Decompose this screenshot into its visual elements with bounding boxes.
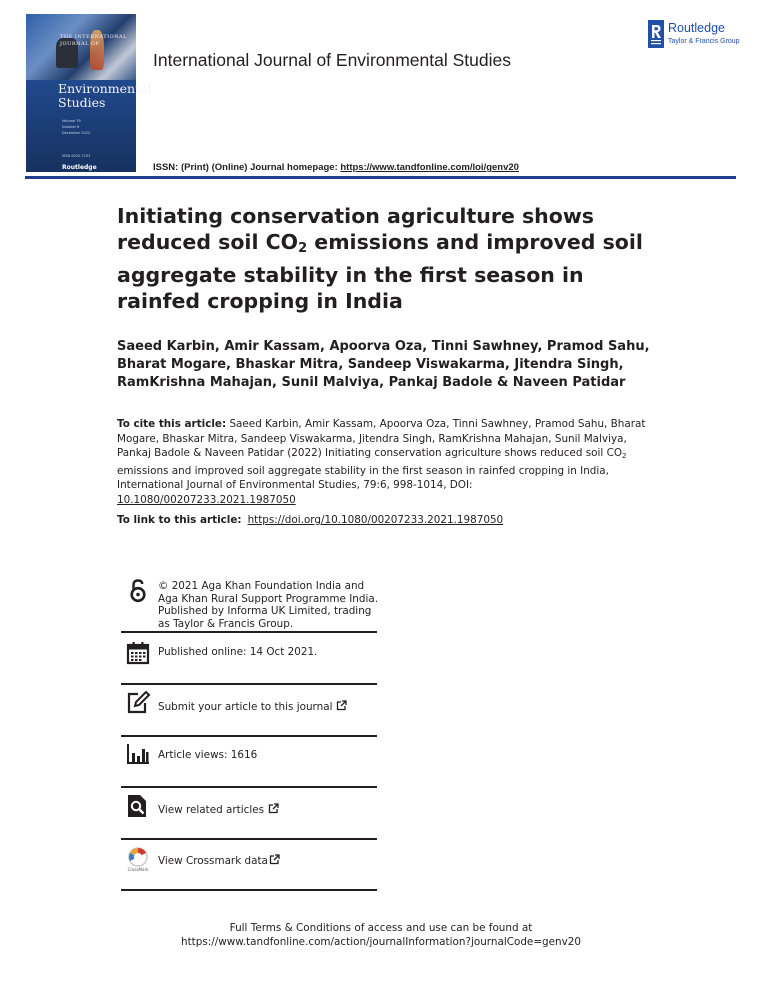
published-date-text: Published online: 14 Oct 2021.: [158, 646, 318, 658]
cover-issue: Number 6: [62, 125, 80, 129]
search-document-icon: [125, 793, 151, 819]
cover-date: December 2022: [62, 131, 91, 135]
crossmark-icon: [125, 846, 151, 872]
views-divider: [121, 786, 377, 788]
issn-prefix: ISSN: (Print) (Online) Journal homepage:: [153, 162, 341, 173]
journal-title[interactable]: International Journal of Environmental Studies: [153, 50, 511, 70]
terms-footer-line1: Full Terms & Conditions of access and use can be found at: [229, 922, 533, 934]
open-access-icon: [125, 578, 151, 604]
related-articles-label: View related articles: [158, 804, 265, 816]
citation-block: [117, 417, 647, 507]
article-link-line: [117, 514, 503, 526]
article-title: [117, 203, 657, 314]
crossmark-divider: [121, 889, 377, 891]
cover-big-title: Environmental Studies: [58, 81, 152, 110]
publisher-tagline: Taylor & Francis Group: [668, 38, 740, 45]
license-text: © 2021 Aga Khan Foundation India and Aga Khan Rural Support Programme India. Published by Informa UK Limited, trading as Taylor & Francis Group.: [158, 580, 379, 630]
external-link-icon: [269, 854, 280, 869]
citation-text-part2: emissions and improved soil aggregate stability in the first season in rainfed cropping in India, International Journal of Environmental Studies, 79:6, 998-1014, DOI:: [117, 464, 609, 491]
submit-divider: [121, 735, 377, 737]
article-title-subscript: 2: [298, 241, 308, 256]
related-articles-link[interactable]: [158, 803, 383, 818]
citation-label: To cite this article:: [117, 418, 227, 430]
publisher-logo[interactable]: [648, 20, 748, 50]
issn-homepage-line: [153, 162, 519, 173]
citation-doi-link[interactable]: 10.1080/00207233.2021.1987050: [117, 493, 296, 506]
article-views-text: Article views: 1616: [158, 749, 258, 761]
publisher-name: Routledge: [668, 21, 725, 35]
calendar-icon: [125, 640, 151, 666]
article-doi-link[interactable]: https://doi.org/10.1080/00207233.2021.1987050: [247, 514, 504, 526]
journal-cover-image: [26, 14, 152, 172]
external-link-icon: [268, 803, 279, 818]
terms-footer-link[interactable]: https://www.tandfonline.com/action/journalInformation?journalCode=genv20: [181, 936, 581, 948]
crossmark-label: View Crossmark data: [158, 855, 268, 867]
bar-chart-icon: [125, 741, 151, 767]
submit-article-link[interactable]: [158, 700, 383, 715]
journal-homepage-link[interactable]: https://www.tandfonline.com/loi/genv20: [340, 162, 519, 173]
cover-issn: ISSN 0020-7233: [62, 154, 91, 158]
published-divider: [121, 683, 377, 685]
license-divider: [121, 631, 377, 633]
author-list: Saeed Karbin, Amir Kassam, Apoorva Oza, Tinni Sawhney, Pramod Sahu, Bharat Mogare, Bhaskar Mitra, Sandeep Viswakarma, Jitendra Singh, RamKrishna Mahajan, Sunil Malviya, Pankaj Badole & Naveen Patidar: [117, 339, 650, 390]
article-title-part2: emissions and improved soil aggregate stability in the first season in rainfed cropping in India: [117, 230, 643, 313]
citation-text-part1: Saeed Karbin, Amir Kassam, Apoorva Oza, Tinni Sawhney, Pramod Sahu, Bharat Mogare, Bhaskar Mitra, Sandeep Viswakarma, Jitendra Singh, RamKrishna Mahajan, Sunil Malviya, Pankaj Badole & Naveen Patidar (2022) Initiating conservation agriculture shows reduced soil CO: [117, 418, 646, 459]
article-title-part1: Initiating conservation agriculture shows reduced soil CO: [117, 204, 595, 254]
cover-logo: Routledge: [62, 164, 97, 171]
terms-footer: [0, 921, 762, 949]
crossmark-icon-label: CrossMark: [127, 867, 149, 872]
external-link-icon: [336, 700, 347, 715]
cover-meta: [62, 118, 90, 136]
routledge-logo-icon: [648, 20, 664, 48]
submit-article-label: Submit your article to this journal: [158, 701, 333, 713]
related-divider: [121, 838, 377, 840]
cover-volume: Volume 79: [62, 119, 81, 123]
edit-icon: [125, 690, 151, 716]
citation-subscript: 2: [622, 452, 627, 460]
link-label: To link to this article:: [117, 514, 242, 526]
cover-small-title: THE INTERNATIONAL JOURNAL OF: [60, 34, 127, 47]
crossmark-link[interactable]: [158, 854, 383, 869]
header-divider: [25, 176, 736, 179]
